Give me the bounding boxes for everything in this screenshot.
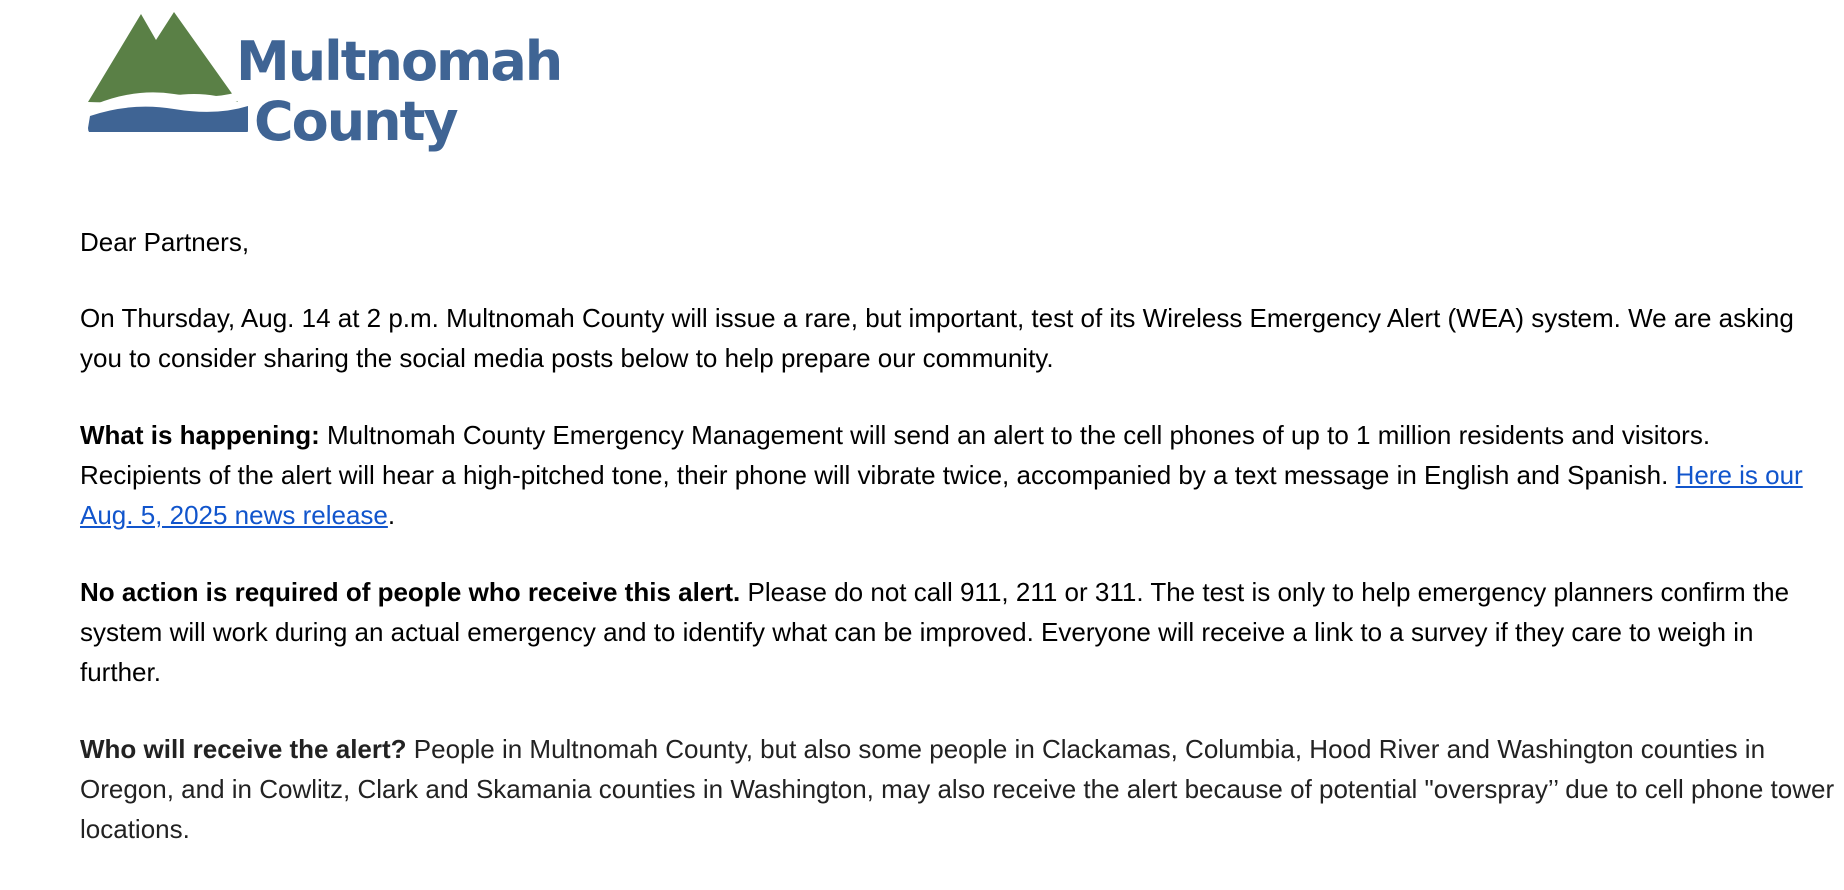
water-base-shape [88, 106, 248, 132]
happening-heading: What is happening: [80, 420, 320, 450]
happening-after-link: . [387, 500, 396, 530]
who-receives-heading: Who will receive the alert? [80, 734, 407, 764]
mountain-logo-icon [86, 12, 251, 132]
who-receives-paragraph [80, 729, 1835, 849]
happening-text: Multnomah County Emergency Management will send an alert to the cell phones of up to 1 million residents and visitors. Recipients of the alert will hear a high-pitched tone, their phone will vibrate twice, accompanied by a text message in English and Spanish. [80, 420, 1711, 490]
logo-wordmark-line2: County [254, 90, 457, 153]
no-action-paragraph [80, 572, 1835, 692]
who-receives-text: People in Multnomah County, but also some people in Clackamas, Columbia, Hood River and Washington counties in Oregon, and in Cowlitz, Clark and Skamania counties in Washington, may also receive the alert because of potential "overspray’’ due to cell phone tower locations. [80, 734, 1835, 844]
no-action-text: Please do not call 911, 211 or 311. The test is only to help emergency planners confirm the system will work during an actual emergency and to identify what can be improved. Everyone will receive a link to a survey if they care to weigh in further. [80, 577, 1790, 687]
intro-paragraph: On Thursday, Aug. 14 at 2 p.m. Multnomah County will issue a rare, but important, test of its Wireless Emergency Alert (WEA) system. We are asking you to consider sharing the social media posts below to help prepare our community. [80, 303, 1794, 373]
happening-paragraph [80, 415, 1835, 535]
no-action-heading: No action is required of people who receive this alert. [80, 577, 741, 607]
news-release-link[interactable]: Here is our Aug. 5, 2025 news release [80, 460, 1803, 530]
mountain-peaks-shape [88, 12, 238, 102]
county-logo [86, 12, 562, 153]
email-body [80, 222, 1835, 886]
logo-wordmark-line1: Multnomah [236, 30, 562, 93]
greeting: Dear Partners, [80, 227, 250, 257]
logo-wordmark [236, 32, 561, 152]
